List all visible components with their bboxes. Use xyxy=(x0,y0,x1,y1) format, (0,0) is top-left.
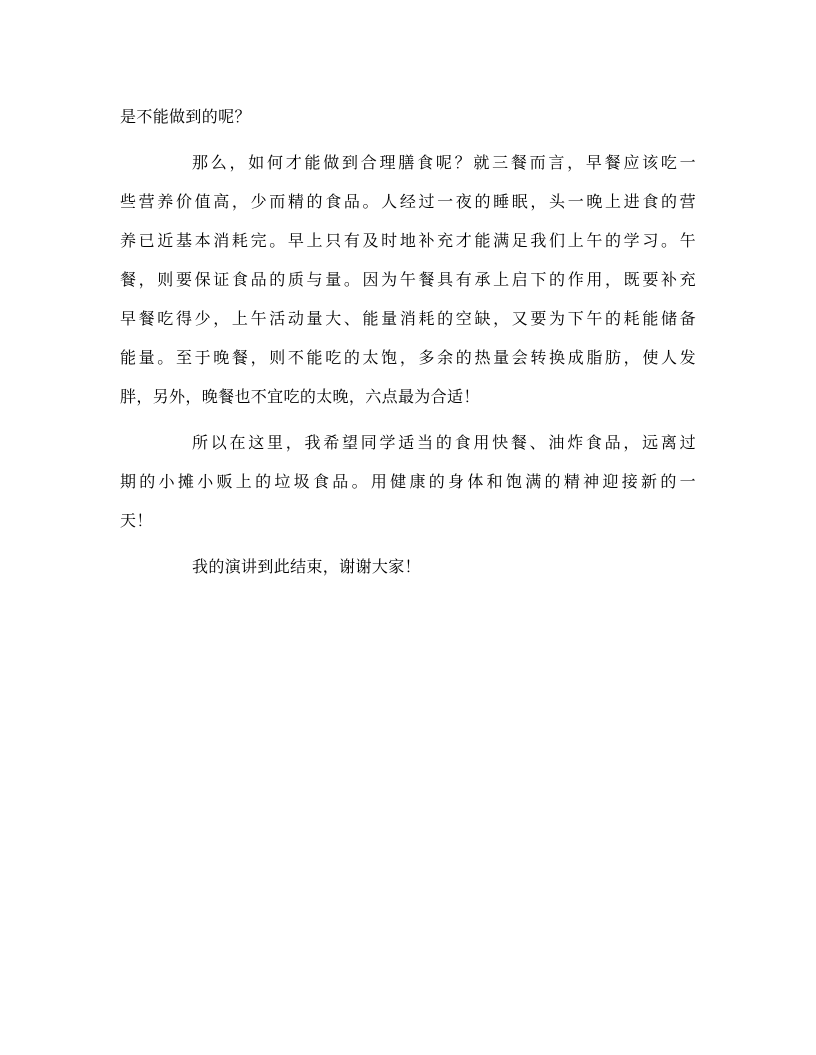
text-line-12: 我的演讲到此结束，谢谢大家！ xyxy=(192,557,421,576)
text-line-10: 期的小摊小贩上的垃圾食品。用健康的身体和饱满的精神迎接新的一 xyxy=(120,472,696,491)
text-line-5: 餐，则要保证食品的质与量。因为午餐具有承上启下的作用，既要补充 xyxy=(120,270,696,289)
text-line-9: 所以在这里，我希望同学适当的食用快餐、油炸食品，远离过 xyxy=(192,433,696,452)
text-line-1: 是不能做到的呢？ xyxy=(120,107,251,126)
text-line-7: 能量。至于晚餐，则不能吃的太饱，多余的热量会转换成脂肪，使人发 xyxy=(120,348,696,367)
text-line-11: 天！ xyxy=(120,511,153,530)
text-line-2: 那么，如何才能做到合理膳食呢？就三餐而言，早餐应该吃一 xyxy=(192,153,696,172)
text-line-8: 胖，另外，晚餐也不宜吃的太晚，六点最为合适！ xyxy=(120,387,480,406)
text-line-4: 养已近基本消耗完。早上只有及时地补充才能满足我们上午的学习。午 xyxy=(120,231,696,250)
text-line-3: 些营养价值高，少而精的食品。人经过一夜的睡眠，头一晚上进食的营 xyxy=(120,192,696,211)
text-line-6: 早餐吃得少，上午活动量大、能量消耗的空缺，又要为下午的耗能储备 xyxy=(120,309,696,328)
